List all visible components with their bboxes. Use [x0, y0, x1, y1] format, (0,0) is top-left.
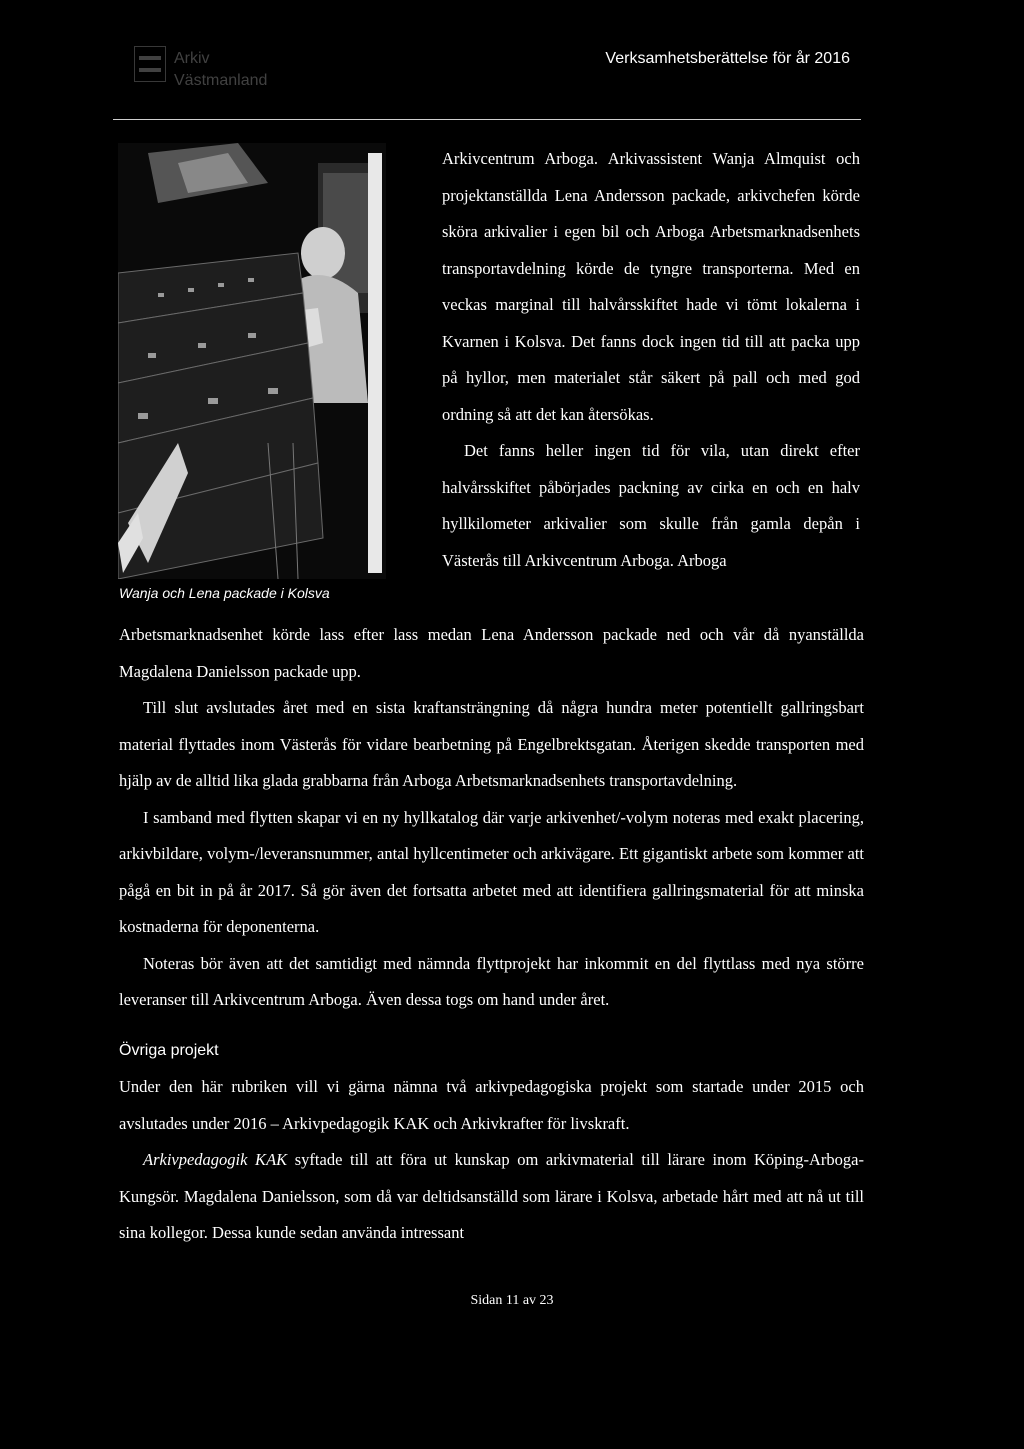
- column-text: [442, 141, 860, 579]
- logo-text: [174, 48, 267, 92]
- paragraph-1: Arkivcentrum Arboga. Arkivassistent Wanja Almquist och projektanställda Lena Andersson packade, arkivchefen körde sköra arkivalier i egen bil och Arboga Arbetsmarknadsenhets transportavdelning körde de tyngre transporterna. Med en veckas marginal till halvårsskiftet hade vi tömt lokalerna i Kvarnen i Kolsva. Det fanns dock ingen tid till att packa upp på hyllor, men materialet står säkert på pall och med god ordning så att det kan återsökas.: [442, 149, 860, 424]
- photo-caption: Wanja och Lena packade i Kolsva: [119, 585, 330, 601]
- paragraph-2-continued: Arbetsmarknadsenhet körde lass efter lass medan Lena Andersson packade ned och vår då nyanställda Magdalena Danielsson packade upp.: [119, 625, 864, 681]
- page-number: Sidan 11 av 23: [470, 1293, 554, 1308]
- logo-line-2: Västmanland: [174, 72, 268, 89]
- paragraph-5: Noteras bör även att det samtidigt med nämnda flyttprojekt har inkommit en del flyttlass med nya större leveranser till Arkivcentrum Arboga. Även dessa togs om hand under året.: [119, 953, 864, 1009]
- section-heading: Övriga projekt: [119, 1041, 219, 1059]
- paragraph-4: I samband med flytten skapar vi en ny hyllkatalog där varje arkivenhet/-volym noteras med exakt placering, arkivbildare, volym-/leveransnummer, antal hyllcentimeter och arkivägare. Ett gigantiskt arbete som kommer att pågå en bit in på år 2017. Så gör även det fortsatta arbetet med att identifiera gallringsmaterial för att minska kostnaderna för deponenterna.: [119, 807, 864, 936]
- document-title: Verksamhetsberättelse för år 2016: [605, 50, 850, 67]
- header-divider: [113, 119, 861, 120]
- paragraph-3: Till slut avslutades året med en sista kraftansträngning då några hundra meter potentiellt gallringsbart material flyttades inom Västerås för vidare bearbetning på Engelbrektsgatan. Återigen skedde transporten med hjälp av de alltid lika glada grabbarna från Arboga Arbetsmarknadsenhets transportavdelning.: [119, 698, 864, 790]
- paragraph-6: Under den här rubriken vill vi gärna nämna två arkivpedagogiska projekt som startade under 2015 och avslutades under 2016 – Arkivpedagogik KAK och Arkivkrafter för livskraft.: [119, 1077, 864, 1133]
- paragraph-2-start: Det fanns heller ingen tid för vila, utan direkt efter halvårsskiftet påbörjades packning av cirka en och en halv hyllkilometer arkivalier som skulle från gamla depån i Västerås till Arkivcentrum Arboga. Arboga: [442, 441, 860, 570]
- logo: [120, 40, 295, 100]
- logo-mark-icon: [134, 46, 166, 82]
- body-text: [119, 617, 864, 1252]
- paragraph-7-text: syftade till att föra ut kunskap om arkivmaterial till lärare inom Köping-Arboga-Kungsör. Magdalena Danielsson, som då var deltidsanställd som lärare i Kolsva, arbetade hårt med att nå ut till sina kollegor. Dessa kunde sedan använda intressant: [119, 1150, 864, 1242]
- archive-photo-image: [118, 143, 386, 579]
- archive-photo: [118, 143, 386, 579]
- paragraph-7: [119, 1142, 864, 1252]
- paragraph-7-italic-title: Arkivpedagogik KAK: [143, 1150, 288, 1169]
- logo-line-1: Arkiv: [174, 50, 210, 67]
